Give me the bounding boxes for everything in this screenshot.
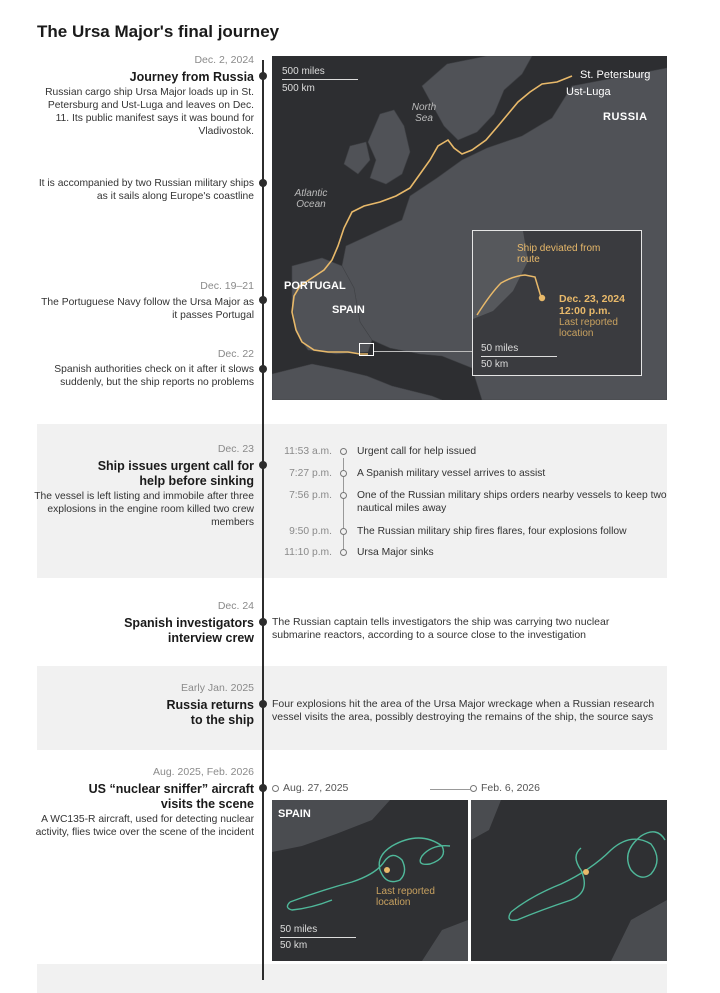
band-aug <box>37 964 667 993</box>
highlight-box <box>359 343 374 356</box>
event-body: It is accompanied by two Russian military ships as it sails along Europe's coastline <box>38 178 254 202</box>
event-spanish-check <box>34 348 254 389</box>
flight-date-circle <box>470 785 477 792</box>
flight-scale-km: 50 km <box>280 940 308 951</box>
event-heading: Journey from Russia <box>129 70 254 84</box>
event-heading: US “nuclear sniffer” aircraft visits the scene <box>88 782 254 811</box>
inset-time: 12:00 p.m. <box>559 305 611 317</box>
event-date: Early Jan. 2025 <box>181 682 254 694</box>
inset-last-label: Last reported location <box>559 317 618 339</box>
last-location-marker <box>583 869 589 875</box>
label-st-petersburg: St. Petersburg <box>580 69 651 81</box>
timeline-circle <box>340 470 347 477</box>
event-heading: Russia returns to the ship <box>166 698 254 727</box>
event-journey <box>34 54 254 138</box>
coast-land-south <box>611 900 667 961</box>
flight-date-1 <box>272 782 348 794</box>
flight-scale-miles: 50 miles <box>280 924 318 935</box>
timeline-time: 9:50 p.m. <box>289 526 332 537</box>
timeline-dot <box>259 365 267 373</box>
event-body: Spanish authorities check on it after it slows suddenly, but the ship reports no problems <box>54 364 254 388</box>
event-date: Aug. 2025, Feb. 2026 <box>153 766 254 778</box>
flight-map-aug-2025 <box>272 800 468 961</box>
event-interview <box>34 600 254 646</box>
flight-path-loop <box>509 848 584 920</box>
timeline-time: 11:10 p.m. <box>284 547 332 558</box>
flight-scale-bar <box>280 937 356 938</box>
map-scale-bar <box>282 79 358 80</box>
event-sinking <box>34 443 254 529</box>
event-escort <box>34 177 254 203</box>
timeline-circle <box>340 448 347 455</box>
label-russia: RUSSIA <box>603 111 648 123</box>
event-sniffer <box>34 766 254 839</box>
inset-last-location <box>539 295 545 301</box>
timeline-axis <box>262 60 264 980</box>
flight-path-loop <box>287 900 332 910</box>
flight-date-2 <box>470 782 540 794</box>
page-title: The Ursa Major's final journey <box>37 22 280 41</box>
timeline-dot <box>259 618 267 626</box>
event-detail: Four explosions hit the area of the Ursa Major wreckage when a Russian research vessel visits the area, possibly destroying the remains of the ship, the source says <box>272 698 655 723</box>
timeline-time: 7:27 p.m. <box>289 468 332 479</box>
timeline-row <box>272 489 667 514</box>
event-body: The vessel is left listing and immobile after three explosions in the engine room killed two crew members <box>34 491 254 528</box>
timeline-circle <box>340 528 347 535</box>
event-date: Dec. 24 <box>217 600 254 612</box>
event-date: Dec. 2, 2024 <box>194 54 254 66</box>
timeline-dot <box>259 784 267 792</box>
uk-land <box>368 110 410 184</box>
timeline-circle <box>340 549 347 556</box>
event-detail: The Russian captain tells investigators the ship was carrying two nuclear submarine reactors, according to a source close to the investigation <box>272 616 610 641</box>
last-location-marker <box>384 867 390 873</box>
inset-deviated-label: Ship deviated from route <box>517 243 601 265</box>
label-ust-luga: Ust-Luga <box>566 86 611 98</box>
timeline-text: Ursa Major sinks <box>357 547 434 558</box>
event-body: The Portuguese Navy follow the Ursa Major as it passes Portugal <box>41 297 254 321</box>
event-date: Dec. 19–21 <box>200 280 254 292</box>
timeline-text: Urgent call for help issued <box>357 446 477 457</box>
flight-date-label: Feb. 6, 2026 <box>481 782 540 794</box>
event-heading: Ship issues urgent call for help before sinking <box>97 459 254 488</box>
coast-land <box>471 800 501 840</box>
flight-last-label: Last reported location <box>376 886 435 908</box>
timeline-row <box>272 525 667 539</box>
timeline-row <box>272 467 667 481</box>
label-north-sea: North Sea <box>411 102 437 124</box>
flight-date-circle <box>272 785 279 792</box>
timeline-dot <box>259 296 267 304</box>
timeline-row <box>272 546 667 560</box>
label-portugal: PORTUGAL <box>284 280 346 292</box>
africa-land <box>272 364 442 400</box>
inset-map <box>472 230 642 376</box>
flight-map-feb-2026 <box>471 800 667 961</box>
timeline-dot <box>259 461 267 469</box>
timeline-dot <box>259 179 267 187</box>
timeline-circle <box>340 492 347 499</box>
ireland-land <box>344 142 370 174</box>
timeline-text: A Spanish military vessel arrives to assist <box>357 468 546 479</box>
event-portugal <box>34 280 254 322</box>
event-heading: Spanish investigators interview crew <box>124 616 254 645</box>
timeline-dot <box>259 72 267 80</box>
map-scale-miles: 500 miles <box>282 66 325 77</box>
flight-spain-label: SPAIN <box>278 808 311 820</box>
flight-date-connector <box>430 789 470 790</box>
europe-route-map <box>272 56 667 400</box>
scandinavia-land <box>422 56 532 140</box>
inset-scale-bar <box>481 356 557 357</box>
event-body: A WC135-R aircraft, used for detecting nuclear activity, flies twice over the scene of the incident <box>35 814 254 838</box>
connector-line <box>374 351 472 352</box>
coast-land-south <box>422 920 468 961</box>
timeline-text: The Russian military ship fires flares, four explosions follow <box>357 526 627 537</box>
event-body: Russian cargo ship Ursa Major loads up in St. Petersburg and Ust-Luga and leaves on Dec. 11. Its public manifest says it was bound for Vladivostok. <box>45 87 254 137</box>
timeline-time: 11:53 a.m. <box>284 446 332 457</box>
timeline-dot <box>259 700 267 708</box>
flight-date-label: Aug. 27, 2025 <box>283 782 349 794</box>
event-date: Dec. 23 <box>217 443 254 455</box>
event-date: Dec. 22 <box>217 348 254 360</box>
label-atlantic: Atlantic Ocean <box>294 188 328 210</box>
flight-graphic-2 <box>471 800 667 961</box>
inset-scale-miles: 50 miles <box>481 343 519 354</box>
label-spain: SPAIN <box>332 304 365 316</box>
event-russia-returns <box>34 682 254 728</box>
map-scale-km: 500 km <box>282 83 315 94</box>
inset-scale-km: 50 km <box>481 359 509 370</box>
timeline-time: 7:56 p.m. <box>289 490 332 501</box>
inset-date: Dec. 23, 2024 <box>559 293 625 305</box>
timeline-text: One of the Russian military ships orders nearby vessels to keep two nautical miles away <box>357 490 667 514</box>
timeline-row <box>272 445 667 459</box>
